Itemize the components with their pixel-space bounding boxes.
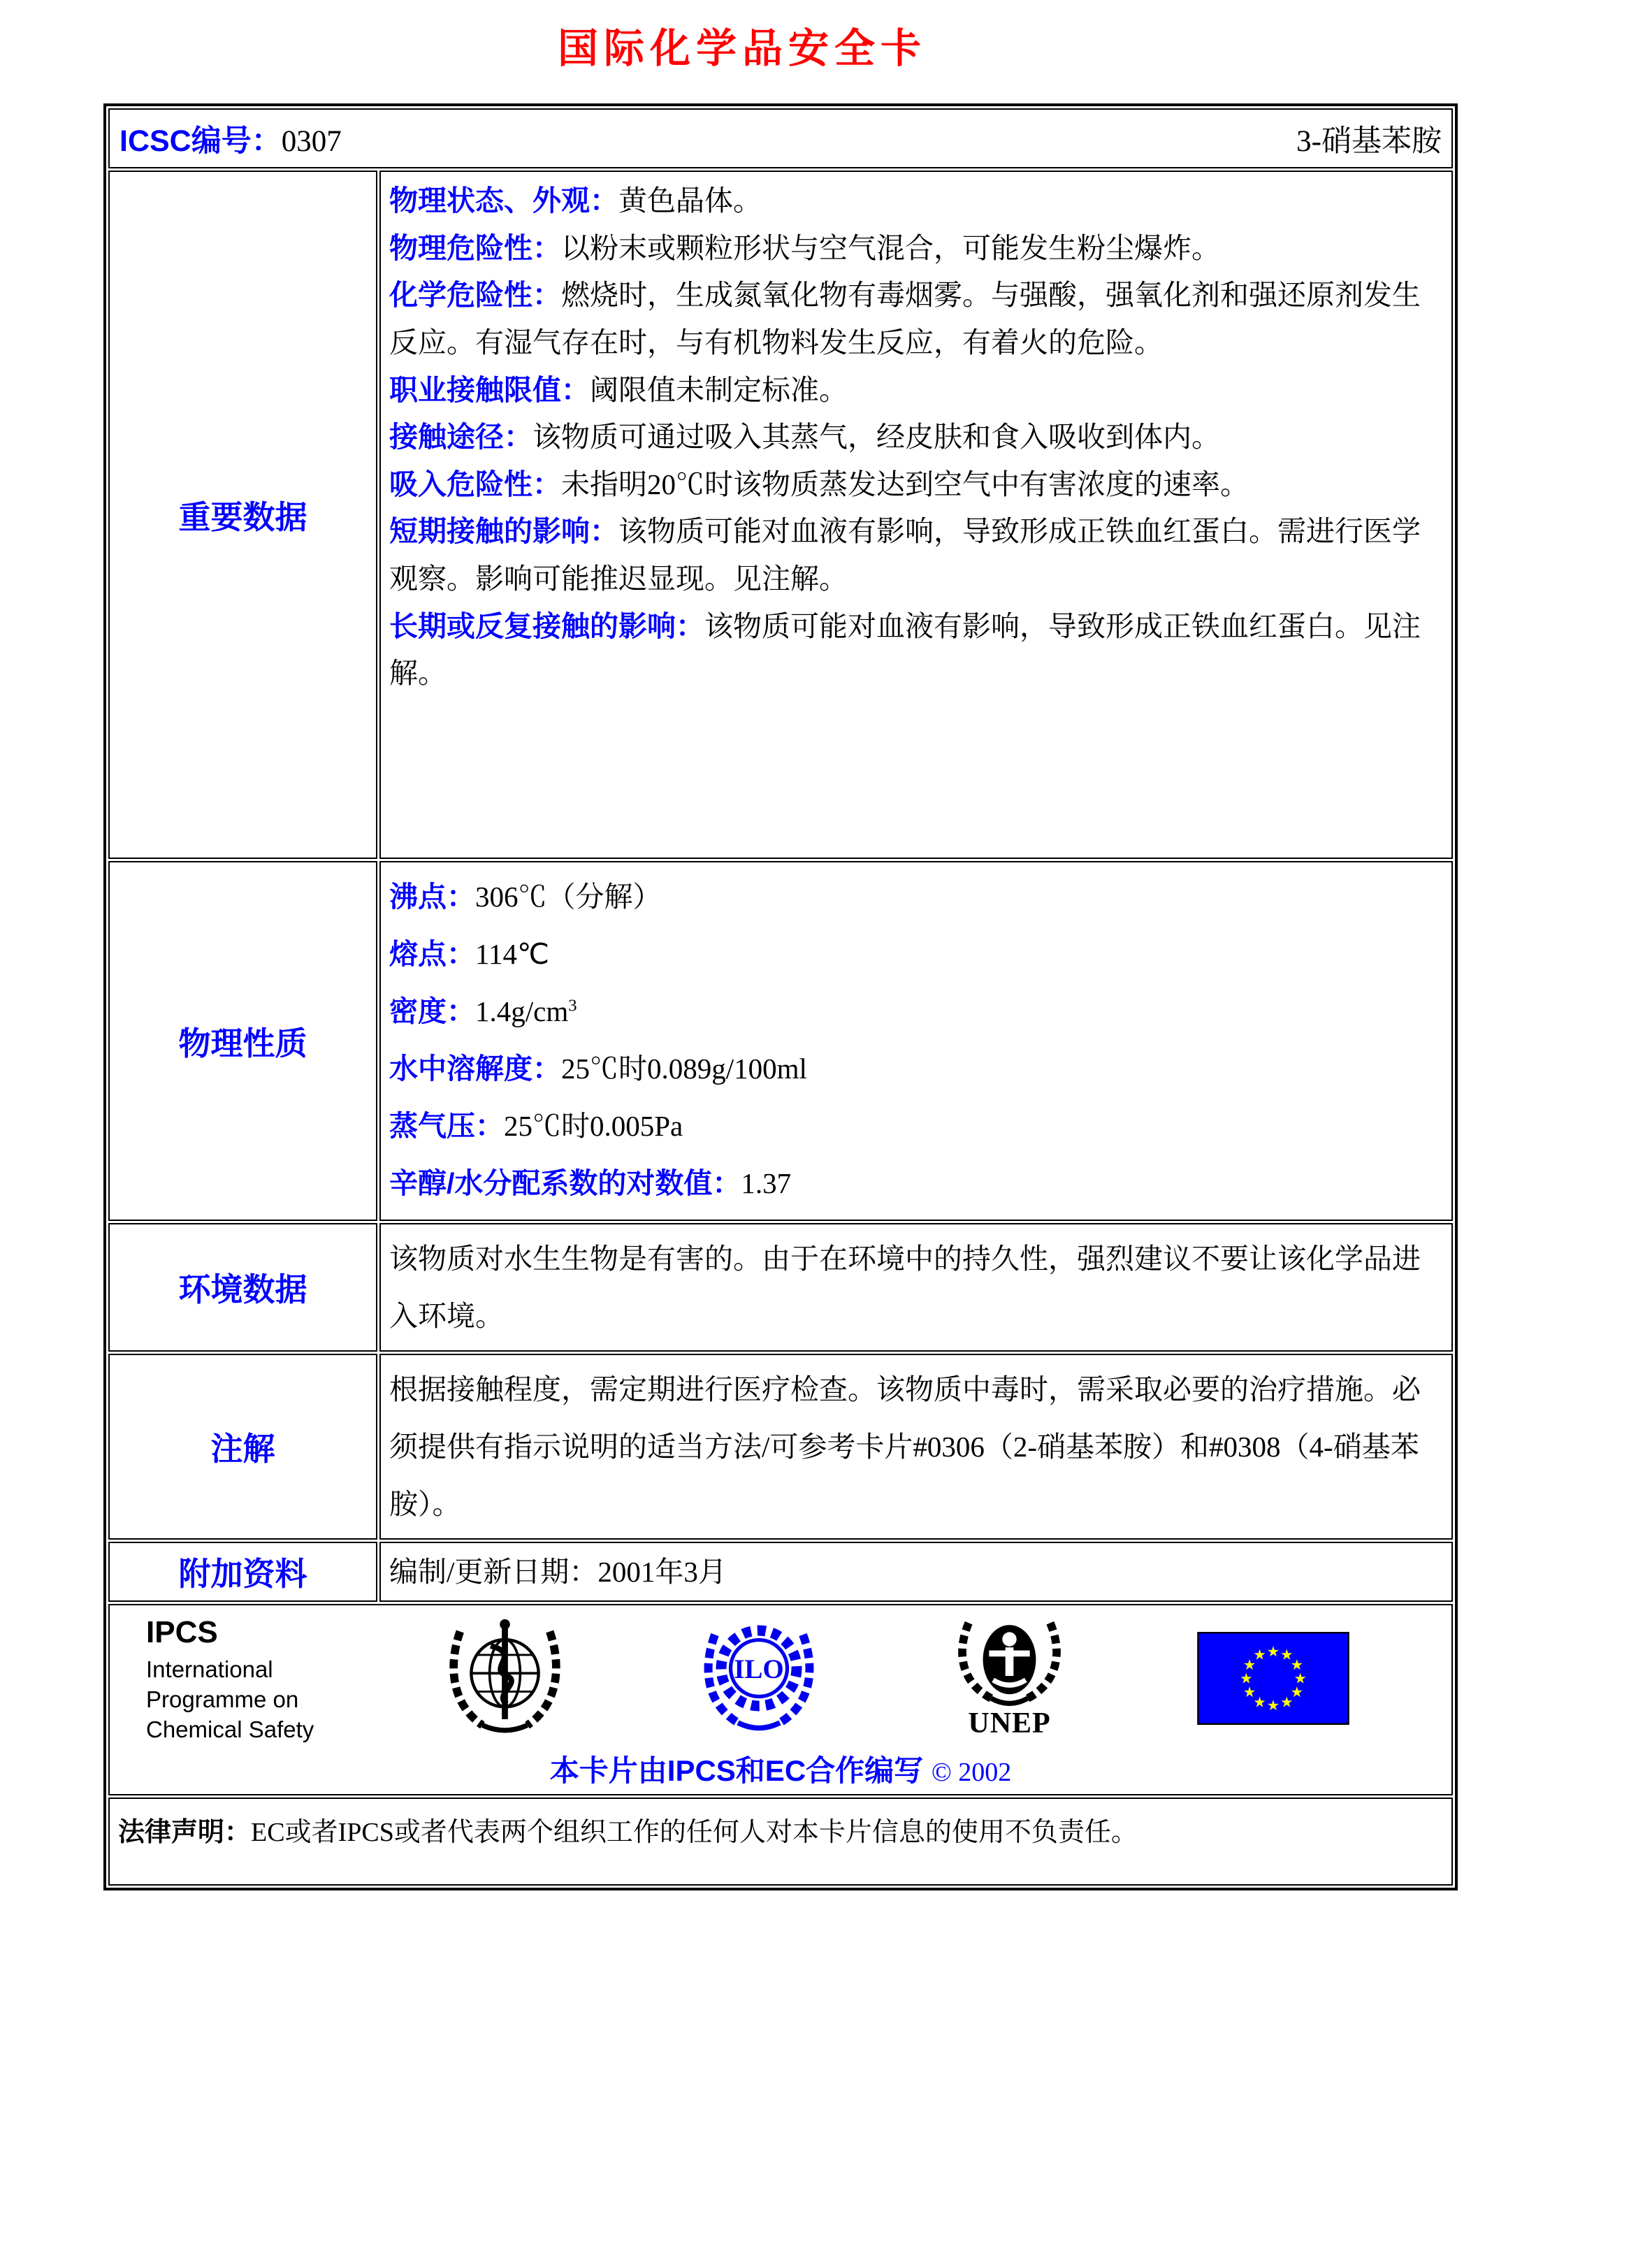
row-label-physical-properties: 物理性质 (108, 861, 377, 1221)
eu-flag (1197, 1632, 1349, 1725)
notes-content (379, 1354, 1453, 1540)
ilo-logo (696, 1616, 822, 1742)
notes-text: 根据接触程度，需定期进行医疗检查。该物质中毒时，需采取必要的治疗措施。必须提供有指示说明的适当方法/可参考卡片#0306（2-硝基苯胺）和#0308（4-硝基苯胺）。 (389, 1373, 1421, 1520)
update-date-line (389, 1543, 1439, 1600)
physical-properties-content (379, 861, 1453, 1221)
icsc-table (103, 103, 1458, 1890)
eu-star-icon: ★ (1290, 1684, 1304, 1701)
credit-line (121, 1748, 1440, 1790)
environmental-data-row (108, 1223, 1453, 1352)
ipcs-line: International (146, 1656, 273, 1683)
legal-row (108, 1798, 1453, 1886)
eu-star-icon: ★ (1240, 1670, 1253, 1687)
important-item: 物理危险性：以粉末或颗粒形状与空气混合，可能发生粉尘爆炸。 (389, 231, 1220, 264)
eu-star-icon: ★ (1294, 1670, 1307, 1687)
eu-star-icon: ★ (1266, 1643, 1280, 1661)
unep-label: UNEP (968, 1707, 1051, 1740)
row-label-environmental-data: 环境数据 (108, 1223, 377, 1352)
row-label-additional-info: 附加资料 (108, 1542, 377, 1602)
important-item: 吸入危险性：未指明20℃时该物质蒸发达到空气中有害浓度的速率。 (389, 468, 1249, 500)
icsc-number-group (119, 117, 342, 160)
important-item: 物理状态、外观：黄色晶体。 (389, 185, 762, 217)
property-line: 密度：$1.4g/cm^3$ (389, 995, 577, 1027)
header-cell (108, 108, 1453, 168)
logos-row (108, 1604, 1453, 1795)
important-item: 接触途径：该物质可通过吸入其蒸气，经皮肤和食入吸收到体内。 (389, 421, 1220, 454)
credit-copyright: © 2002 (931, 1757, 1012, 1787)
eu-star-icon: ★ (1280, 1693, 1294, 1711)
eu-star-icon: ★ (1242, 1656, 1256, 1674)
ipcs-text-block (146, 1612, 314, 1745)
additional-info-row (108, 1542, 1453, 1602)
legal-text: EC或者IPCS或者代表两个组织工作的任何人对本卡片信息的使用不负责任。 (251, 1817, 1138, 1847)
page-title: 国际化学品安全卡 (557, 26, 927, 71)
physical-properties-row (108, 861, 1453, 1221)
important-item: 短期接触的影响：该物质可能对血液有影响，导致形成正铁血红蛋白。需进行医学观察。影响可能推迟显现。见注解。 (389, 515, 1421, 595)
eu-star-icon: ★ (1290, 1656, 1304, 1674)
ipcs-line: Chemical Safety (146, 1716, 314, 1742)
legal-label: 法律声明： (118, 1817, 252, 1847)
header-row (108, 108, 1453, 168)
important-data-content (379, 171, 1453, 859)
credit-text: 本卡片由IPCS和EC合作编写 (549, 1753, 924, 1787)
icsc-number-label: ICSC编号： (119, 124, 282, 158)
logos-cell (108, 1604, 1453, 1795)
who-logo (440, 1617, 570, 1740)
ilo-letters: ILO (734, 1654, 784, 1684)
unep-logo (948, 1617, 1071, 1740)
important-item: 化学危险性：燃烧时，生成氮氧化物有毒烟雾。与强酸，强氧化剂和强还原剂发生反应。有湿气存在时，与有机物料发生反应，有着火的危险。 (389, 279, 1421, 359)
eu-star-icon: ★ (1266, 1697, 1280, 1714)
eu-star-icon: ★ (1253, 1693, 1266, 1711)
notes-row (108, 1354, 1453, 1540)
density-superscript: 3 (568, 996, 577, 1015)
icsc-number-value: 0307 (281, 124, 342, 158)
unep-emblem-icon (948, 1617, 1071, 1711)
chemical-name: 3-硝基苯胺 (1296, 124, 1442, 158)
update-date-label: 编制/更新日期： (389, 1556, 598, 1588)
important-data-row (108, 171, 1453, 859)
eu-star-icon: ★ (1280, 1647, 1294, 1664)
property-line: 沸点：306℃（分解） (389, 881, 662, 913)
important-item: 长期或反复接触的影响：该物质可能对血液有影响，导致形成正铁血红蛋白。见注解。 (389, 609, 1421, 690)
legal-cell (108, 1798, 1453, 1886)
environmental-data-text: 该物质对水生生物是有害的。由于在环境中的持久性，强烈建议不要让该化学品进入环境。 (389, 1243, 1421, 1332)
property-line: 水中溶解度：25℃时0.089g/100ml (389, 1053, 807, 1085)
property-line: 熔点：114℃ (389, 938, 550, 970)
eu-star-icon: ★ (1253, 1647, 1266, 1664)
ipcs-line: Programme on (146, 1686, 299, 1713)
update-date-value: 2001年3月 (597, 1556, 727, 1588)
row-label-important-data: 重要数据 (108, 171, 377, 859)
row-label-notes: 注解 (108, 1354, 377, 1540)
property-line: 辛醇/水分配系数的对数值：1.37 (389, 1167, 792, 1199)
environmental-data-content (379, 1223, 1453, 1352)
ipcs-title: IPCS (146, 1615, 218, 1649)
important-item: 职业接触限值：阈限值未制定标准。 (389, 373, 848, 406)
property-line: 蒸气压：25℃时0.005Pa (389, 1110, 683, 1142)
eu-star-icon: ★ (1242, 1684, 1256, 1701)
additional-info-content (379, 1542, 1453, 1602)
